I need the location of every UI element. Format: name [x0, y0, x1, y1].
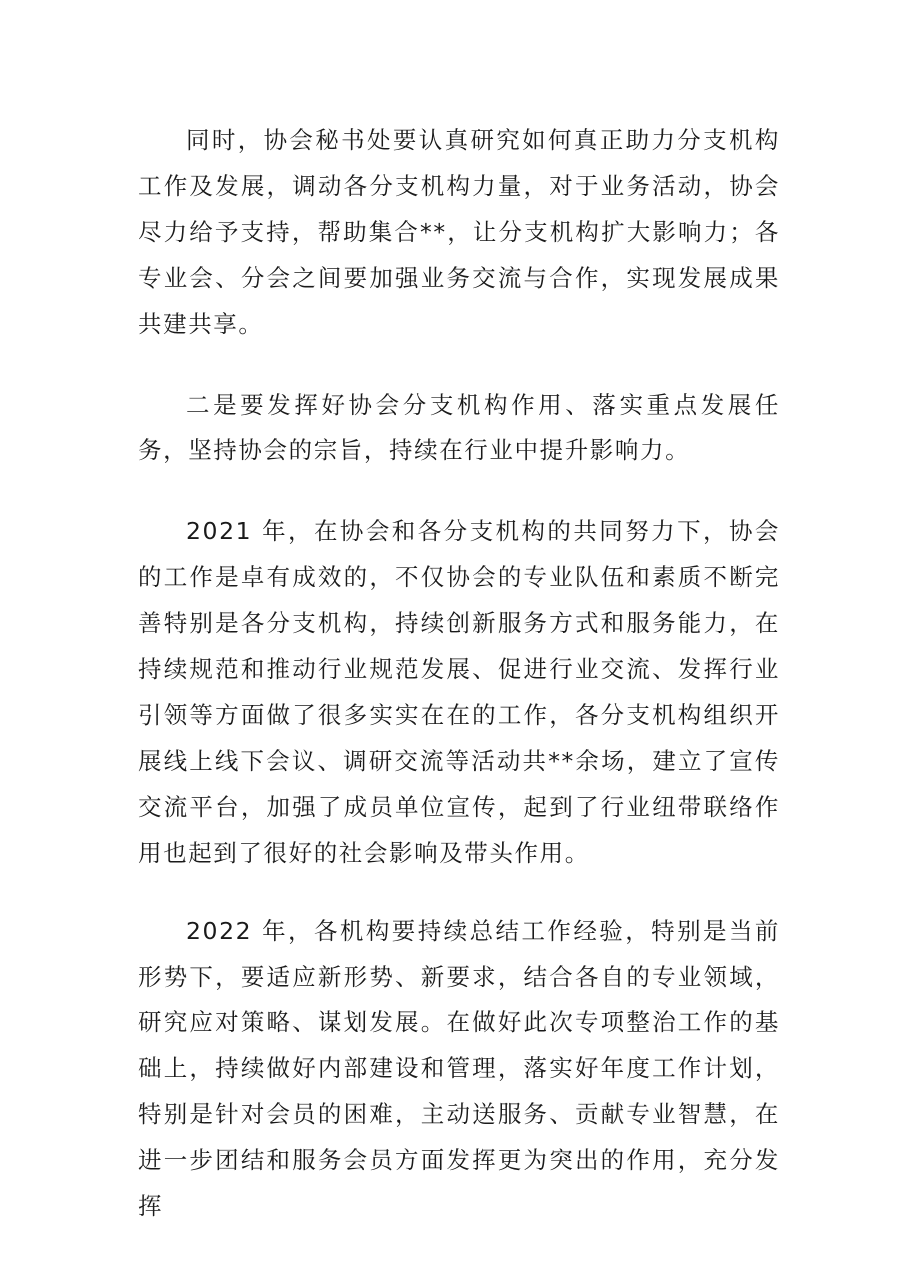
document-body — [138, 118, 780, 1230]
paragraph-spacer — [138, 877, 780, 909]
paragraph-spacer — [138, 474, 780, 509]
paragraph-key-tasks: 二是要发挥好协会分支机构作用、落实重点发展任务，坚持协会的宗旨，持续在行业中提升影响力。 — [138, 390, 780, 465]
paragraph-2022-plan: 2022 年，各机构要持续总结工作经验，特别是当前形势下，要适应新形势、新要求，结合各自的专业领域，研究应对策略、谋划发展。在做好此次专项整治工作的基础上，持续做好内部建设和管理，落实好年度工作计划，特别是针对会员的困难，主动送服务、贡献专业智慧，在进一步团结和服务会员方面发挥更为突出的作用，充分发挥 — [138, 916, 780, 1221]
paragraph-2021-review: 2021 年，在协会和各分支机构的共同努力下，协会的工作是卓有成效的，不仅协会的专业队伍和素质不断完善特别是各分支机构，持续创新服务方式和服务能力，在持续规范和推动行业规范发展、促进行业交流、发挥行业引领等方面做了很多实实在在的工作，各分支机构组织开展线上线下会议、调研交流等活动共**余场，建立了宣传交流平台，加强了成员单位宣传，起到了行业纽带联络作用也起到了很好的社会影响及带头作用。 — [138, 517, 780, 867]
paragraph-spacer — [138, 348, 780, 383]
paragraph-support-branches: 同时，协会秘书处要认真研究如何真正助力分支机构工作及发展，调动各分支机构力量，对于业务活动，协会尽力给予支持，帮助集合**，让分支机构扩大影响力；各专业会、分会之间要加强业务交流与合作，实现发展成果共建共享。 — [138, 126, 780, 338]
